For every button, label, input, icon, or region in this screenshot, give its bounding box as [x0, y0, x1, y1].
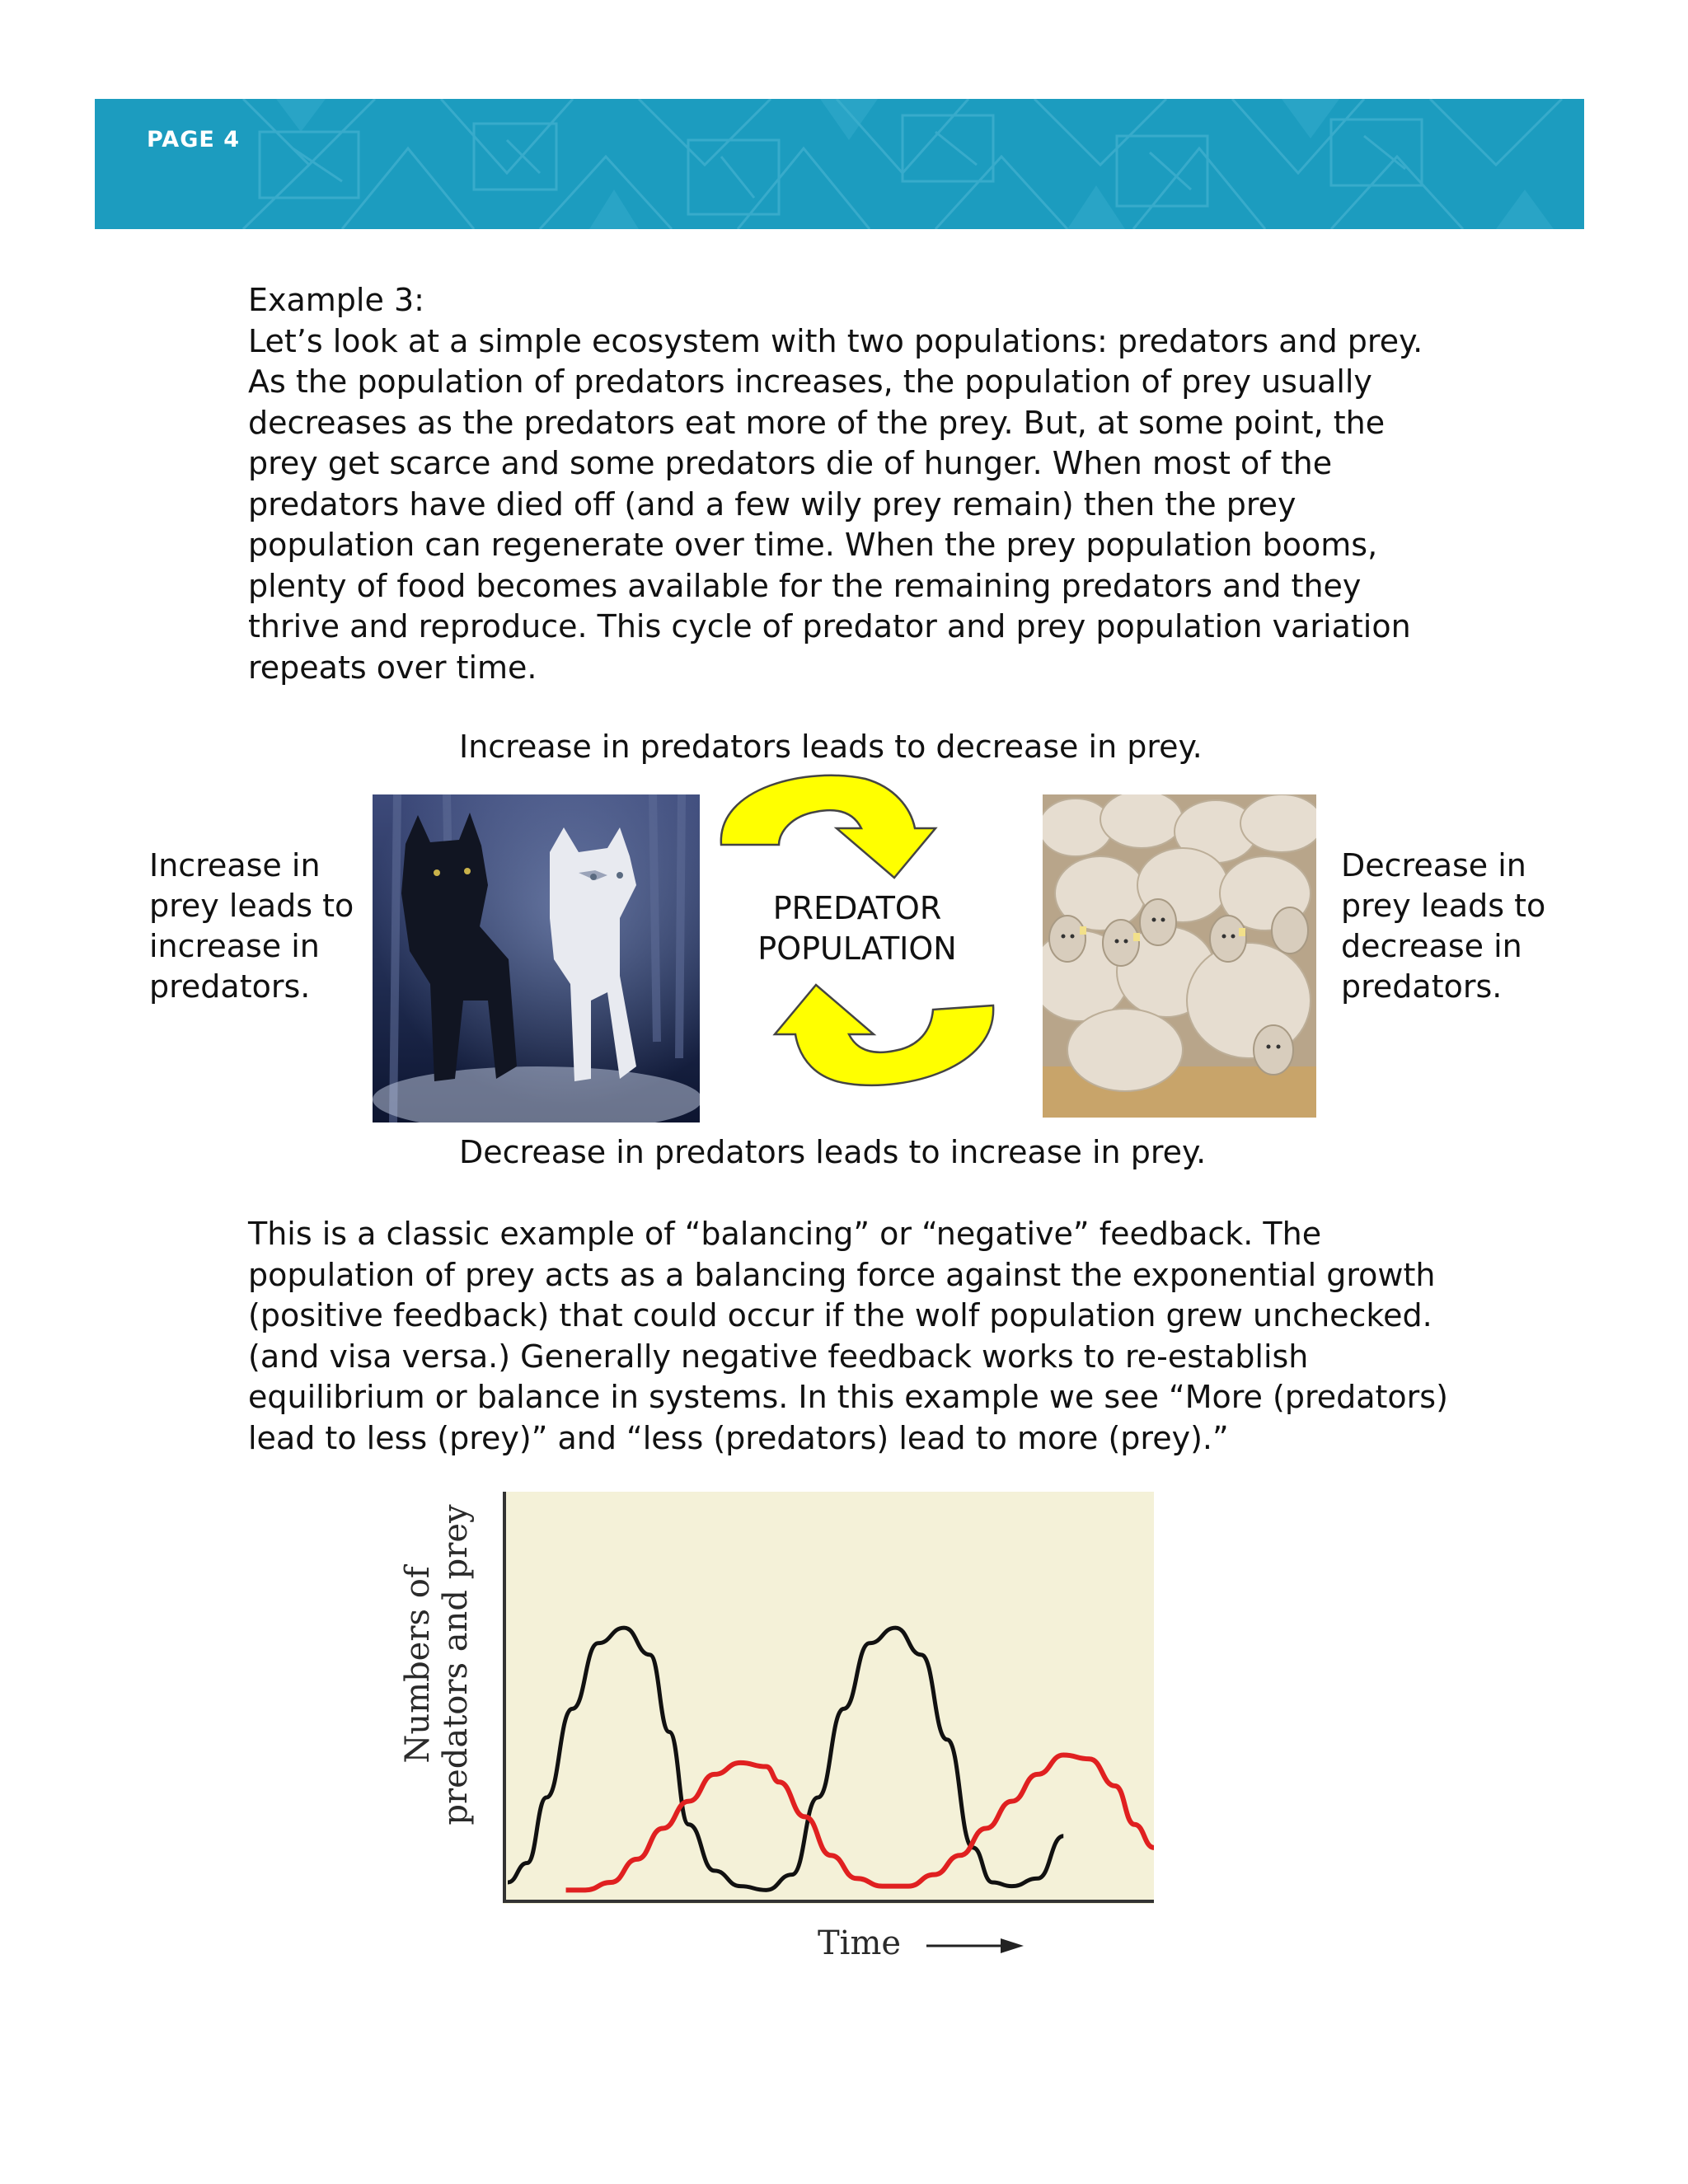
plot-area [503, 1492, 1154, 1904]
discussion-line: population of prey acts as a balancing force against the exponential growth [248, 1256, 1436, 1293]
left-note-line: predators. [149, 968, 311, 1005]
right-note-line: predators. [1341, 968, 1503, 1005]
right-note [1341, 846, 1545, 1007]
predator-prey-curve-red [566, 1755, 1154, 1891]
intro-line: As the population of predators increases, the population of prey usually [248, 363, 1372, 400]
bottom-cycle-arrow [775, 985, 993, 1085]
left-note [149, 846, 354, 1007]
x-axis-label-text: Time [818, 1924, 902, 1962]
discussion-line: equilibrium or balance in systems. In this example we see “More (predators) [248, 1379, 1448, 1415]
bottom-caption: Decrease in predators leads to increase in prey. [459, 1134, 1207, 1170]
left-note-line: Increase in [149, 847, 321, 883]
intro-line: prey get scarce and some predators die of hunger. When most of the [248, 445, 1333, 481]
intro-line: thrive and reproduce. This cycle of predator and prey population variation [248, 608, 1411, 644]
discussion-line: This is a classic example of “balancing” or “negative” feedback. The [248, 1216, 1322, 1252]
y-axis-label-line: Numbers of [399, 1566, 437, 1764]
discussion-paragraph [248, 1214, 1448, 1459]
x-axis-label [818, 1924, 1025, 1962]
top-caption: Increase in predators leads to decrease in prey. [459, 729, 1203, 765]
intro-line: repeats over time. [248, 649, 537, 686]
left-note-line: increase in [149, 928, 320, 964]
right-arrow-icon [926, 1933, 1025, 1958]
sheep-photo [1043, 794, 1316, 1118]
right-note-line: decrease in [1341, 928, 1522, 964]
left-note-line: prey leads to [149, 888, 354, 924]
intro-line: population can regenerate over time. When the prey population booms, [248, 527, 1378, 563]
intro-line: plenty of food becomes available for the remaining predators and they [248, 567, 1362, 604]
geometric-pattern [95, 99, 1584, 229]
intro-line: predators have died off (and a few wily prey remain) then the prey [248, 485, 1296, 523]
center-label-line: PREDATOR [772, 890, 942, 926]
y-axis-label-line: predators and prey [437, 1504, 475, 1825]
center-label [725, 888, 989, 969]
right-note-line: prey leads to [1341, 888, 1546, 924]
y-axis-label [399, 1483, 475, 1846]
plot-svg [503, 1492, 1154, 1904]
population-graph [396, 1492, 1154, 1978]
discussion-line: lead to less (prey)” and “less (predators) lead to more (prey).” [248, 1419, 1229, 1456]
page-number: PAGE 4 [147, 127, 240, 152]
intro-line: decreases as the predators eat more of the prey. But, at some point, the [248, 404, 1386, 441]
header-banner [95, 99, 1584, 229]
intro-line: Let’s look at a simple ecosystem with two populations: predators and prey. [248, 322, 1423, 359]
right-note-line: Decrease in [1341, 847, 1526, 883]
intro-line: Example 3: [248, 282, 424, 318]
top-cycle-arrow [721, 776, 935, 878]
wolves-photo [373, 794, 700, 1122]
predator-prey-curve-black [508, 1628, 1063, 1890]
discussion-line: (and visa versa.) Generally negative feedback works to re-establish [248, 1338, 1309, 1375]
discussion-line: (positive feedback) that could occur if the wolf population grew unchecked. [248, 1297, 1432, 1333]
intro-paragraph [248, 280, 1423, 688]
center-label-line: POPULATION [757, 930, 957, 967]
